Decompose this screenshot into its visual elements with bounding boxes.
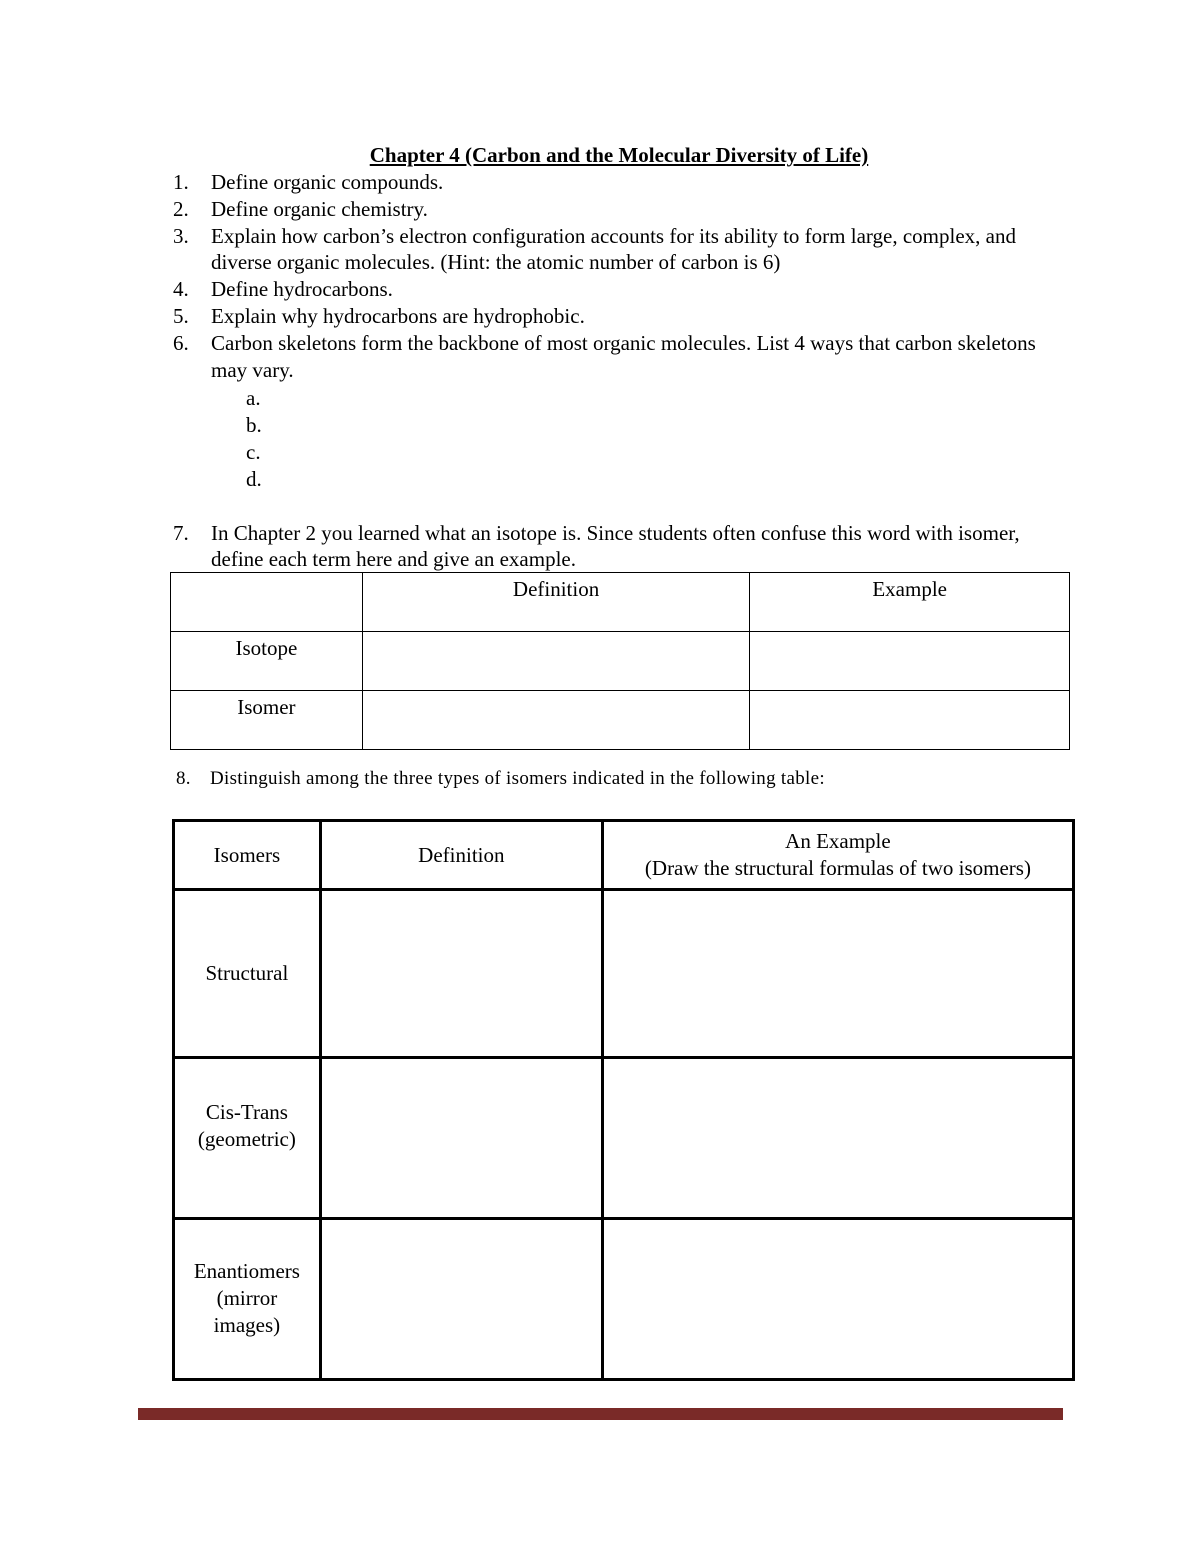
footer-rule bbox=[138, 1408, 1063, 1420]
isotope-isomer-table bbox=[170, 572, 1070, 750]
table-row bbox=[171, 632, 1070, 691]
structural-definition-cell[interactable] bbox=[320, 890, 602, 1058]
isomer-example-cell[interactable] bbox=[750, 691, 1070, 750]
row-label-line: (mirror bbox=[216, 1286, 278, 1310]
question-text: Define organic compounds. bbox=[211, 170, 444, 194]
enantiomers-definition-cell[interactable] bbox=[320, 1219, 602, 1380]
header-example-line: An Example bbox=[785, 829, 891, 853]
sub-item-c: c. bbox=[246, 440, 261, 464]
question-2 bbox=[173, 196, 1073, 223]
header-definition: Definition bbox=[362, 573, 750, 632]
row-label-isomer: Isomer bbox=[171, 691, 363, 750]
sub-item-a: a. bbox=[246, 386, 261, 410]
cis-trans-definition-cell[interactable] bbox=[320, 1058, 602, 1219]
question-text: Carbon skeletons form the backbone of most organic molecules. List 4 ways that carbon skeletons may vary. bbox=[211, 330, 1036, 382]
row-label-isotope: Isotope bbox=[171, 632, 363, 691]
question-8 bbox=[176, 768, 825, 790]
sub-item-d: d. bbox=[246, 467, 262, 491]
row-label-cis-trans bbox=[174, 1058, 321, 1219]
question-text: Explain why hydrocarbons are hydrophobic. bbox=[211, 303, 585, 328]
cis-trans-example-cell[interactable] bbox=[602, 1058, 1073, 1219]
question-text: Define organic chemistry. bbox=[211, 196, 428, 221]
question-number: 2. bbox=[173, 196, 189, 221]
header-definition: Definition bbox=[320, 821, 602, 890]
page-title: Chapter 4 (Carbon and the Molecular Diversity of Life) bbox=[369, 143, 869, 167]
question-text: Explain how carbon’s electron configuration accounts for its ability to form large, complex, and diverse organic molecules. (Hint: the atomic number of carbon is 6) bbox=[211, 223, 1016, 275]
question-number: 4. bbox=[173, 277, 189, 302]
row-label-line: Cis-Trans bbox=[205, 1100, 288, 1124]
table-row bbox=[174, 1219, 1074, 1380]
question-number: 1. bbox=[173, 170, 189, 194]
header-example-line: (Draw the structural formulas of two isomers) bbox=[644, 856, 1031, 880]
row-label-enantiomers bbox=[174, 1219, 321, 1380]
question-number: 5. bbox=[173, 303, 189, 328]
question-number: 8. bbox=[176, 768, 191, 789]
question-text: Define hydrocarbons. bbox=[211, 277, 393, 302]
table-row bbox=[174, 890, 1074, 1058]
question-number: 7. bbox=[173, 521, 189, 545]
sub-item-list bbox=[246, 385, 262, 493]
question-list bbox=[173, 169, 1073, 383]
question-4 bbox=[173, 276, 1073, 303]
row-label-line: (geometric) bbox=[197, 1127, 296, 1151]
question-text: In Chapter 2 you learned what an isotope is. Since students often confuse this word with isomer, define each term here and give an example. bbox=[211, 521, 1020, 571]
header-example bbox=[602, 821, 1073, 890]
isotope-example-cell[interactable] bbox=[750, 632, 1070, 691]
question-text: Distinguish among the three types of isomers indicated in the following table: bbox=[210, 768, 825, 789]
question-number: 6. bbox=[173, 330, 189, 355]
row-label-line: Enantiomers bbox=[193, 1259, 300, 1283]
question-7 bbox=[173, 520, 1073, 572]
isomer-types-table bbox=[172, 819, 1075, 1381]
table-header-row bbox=[174, 821, 1074, 890]
table-header-row bbox=[171, 573, 1070, 632]
question-6 bbox=[173, 330, 1073, 384]
sub-item-b: b. bbox=[246, 413, 262, 437]
question-3 bbox=[173, 223, 1073, 277]
table-row bbox=[171, 691, 1070, 750]
row-label-line: images) bbox=[213, 1313, 281, 1337]
question-5 bbox=[173, 303, 1073, 330]
structural-example-cell[interactable] bbox=[602, 890, 1073, 1058]
table-row bbox=[174, 1058, 1074, 1219]
enantiomers-example-cell[interactable] bbox=[602, 1219, 1073, 1380]
row-label-structural: Structural bbox=[174, 890, 321, 1058]
header-example: Example bbox=[750, 573, 1070, 632]
isomer-definition-cell[interactable] bbox=[362, 691, 750, 750]
question-1 bbox=[173, 169, 1073, 196]
question-number: 3. bbox=[173, 223, 189, 248]
header-isomers: Isomers bbox=[174, 821, 321, 890]
isotope-definition-cell[interactable] bbox=[362, 632, 750, 691]
header-empty-cell bbox=[171, 573, 363, 632]
